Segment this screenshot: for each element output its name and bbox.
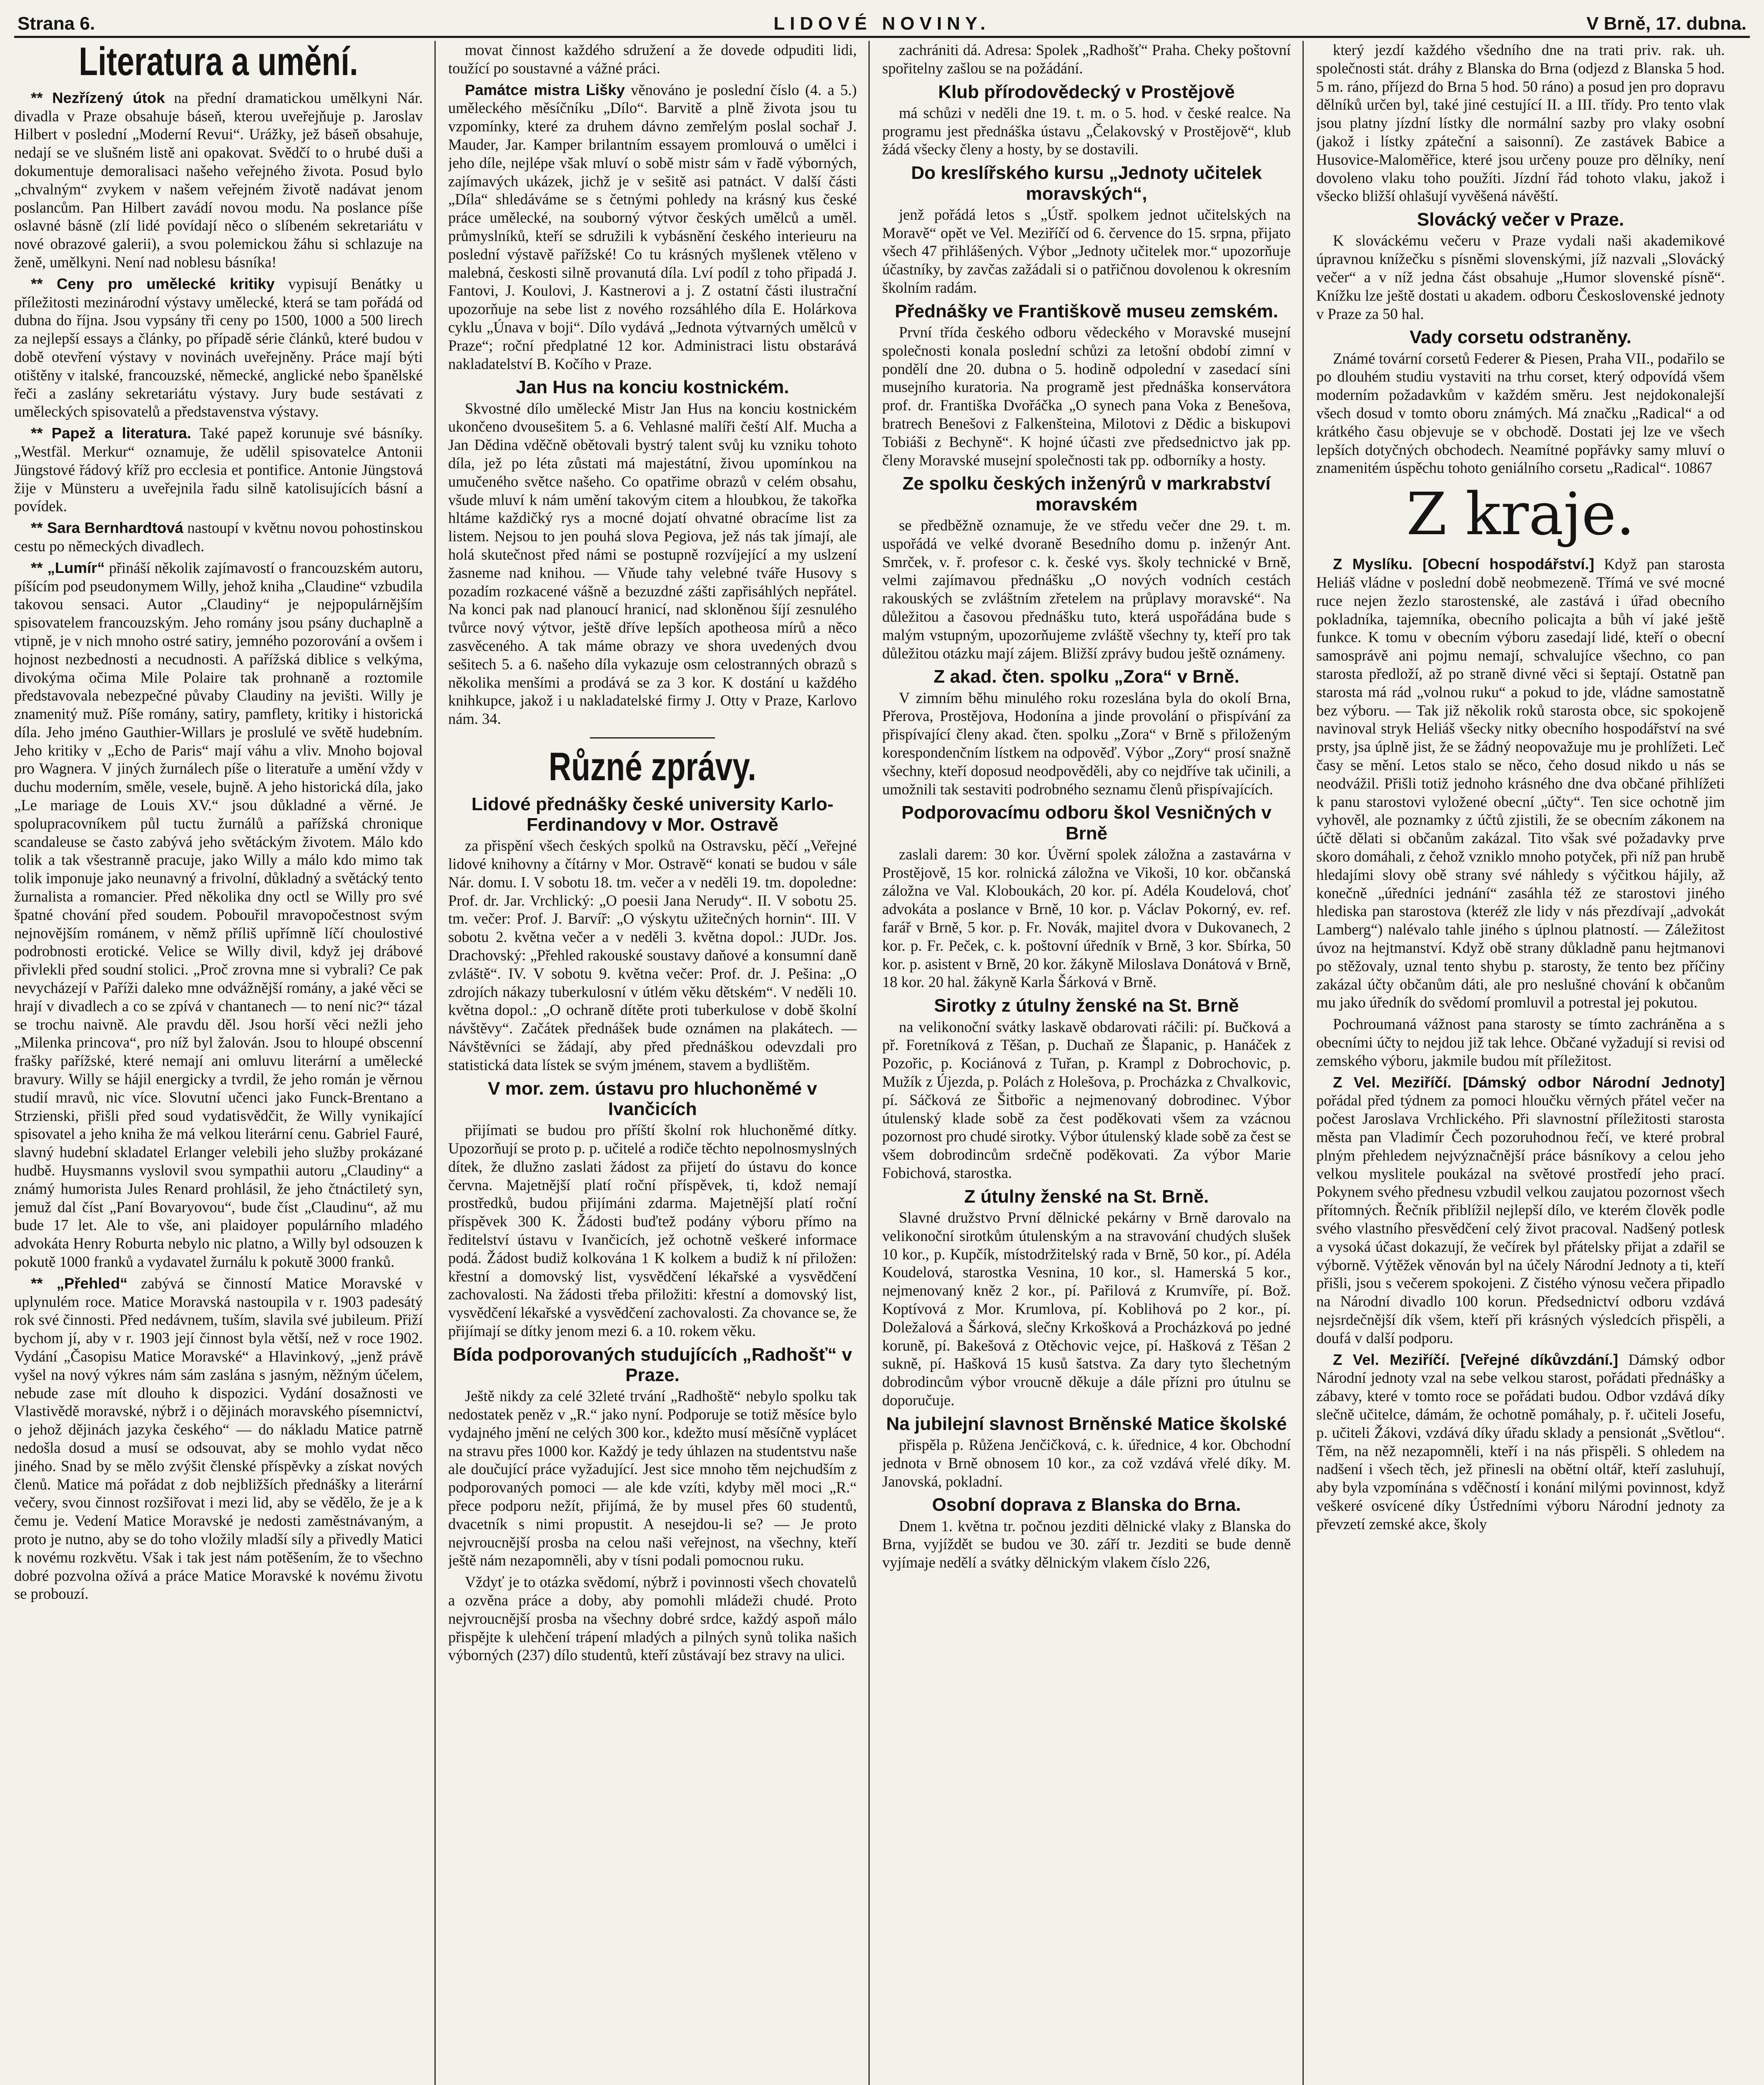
article-heading: Na jubilejní slavnost Brněnské Matice školské [886,1413,1287,1434]
article-text: Dámský odbor Národní jednoty vzal na sebe velkou starost, pořádati přednášky a zábavy, které v tomto roce se pořádati budou. Odbor vzdává díky slečně učitelce, dámám, že ochotně pomáhaly, p. ř. učiteli Josefu, p. učiteli Žákovi, vzdává díky úřadu sklady a pensionát „Světlou“. Těm, na něž nezapomněli, kteří i na nás přispěli. S ohledem na nadšení i všech těch, jež přinesli na obětní oltář, kteří zasluhují, aby byla vzpomínána s vděčností i konání milými povinnost, když veškeré osvícené díky Ústředními výboru Národní jednoty za převzetí zemské akce, školy [1316,1351,1725,1532]
article-paragraph [14,1274,423,1603]
article-heading: Přednášky ve Františkově museu zemském. [895,301,1278,322]
article-paragraph [448,1573,857,1664]
article-text: Známé tovární corsetů Federer & Piesen, Praha VII., podařilo se po dlouhém studiu vystaviti na trhu corset, který odpovídá všem moderním požadavkům v každém směru. Jest nejdokonalejší všech dosud v tomto oboru známých. Má značku „Radical“ a od krátkého času objevuje se v obchodě. Dostati jej lze ve všech lepších dotyčných obchodech. Neamítné popřávky samy mluví o znamenitém úspěchu tohoto geniálního corsetu „Radical“. 10867 [1316,349,1725,477]
section-title: Literatura a umění. [79,41,358,84]
article-text: Také papež korunuje své básníky. „Westfäl. Merkur“ oznamuje, že udělil spisovatelce Antonii Jüngstové řádový kříž pro ecclesia et pontifice. Antonie Jüngstová žije v Münsteru a uveřejnila řadu silně katolisujících básní a povídek. [14,425,423,515]
article-text: přináší několik zajímavostí o francouzském autoru, píšícím pod pseudonymem Willy, jehož kniha „Claudine“ vzbudila takovou sensaci. Autor „Claudiny“ je nejpopulárnějším spisovatelem francouzským. Jeho romány jsou psány duchaplně a vtipně, je v nich mnoho ostré satiry, jemného pozorování a ovšem i hojnost nezbednosti a necudnosti. A pařížská diblice s velkýma, divokýma očima Mile Polaire tak prohnaně a roztomile představovala nebezpečné půvaby Claudiny na jevišti. Willy je znamenitý muž. Píše romány, satiry, pamflety, kritiky i historická díla. Jeho jméno Gauthier-Willars je proslulé ve světě hudebním. Jeho kritiky v „Echo de Paris“ mají váhu a vliv. Mnoho bojoval pro Wagnera. V jiných žurnálech píše o literatuře a umění vždy v duchu moderním, směle, vesele, bujně. A jeho historická díla, jako „Le mariage de Louis XV.“ jsou důkladné a věrné. Je spolupracovníkem půl tuctu žurnálů a pařížská chronique scandaleuse se často zabývá jeho světáckým životem. Málo kdo tolik a tak všestranně pracuje, jako Willy a málo kdo mimo tak tolik imponuje jako neunavný a frivolní, důkladný a světácký tento žurnalista a romancier. Před několika dny octl se Willy pro své špatné chování před soudem. Pobouřil mravopočestnost svým nejnovějším románem, v němž příliš upřímně líčí choulostivé podrobnosti erotické. Velice se Willy divil, když jej drábové přivlekli před soudní stolici. „Proč zrovna mne si vybrali? Ce pak nevycházejí v Paříži daleko mne odvážnější romány, a jaké věci se hrají v divadlech a co se zpívá v chantanech — to není nic?“ tázal se trochu naivně. Ale pravdu děl. Jsou horší věci nežli jeho „Milenka princova“, pro níž byl žalován. Jsou to hloupé obscenní frašky pařížské, které nemají ani omluvu literární a umělecké bravury. Willy se hájil energicky a tvrdil, že jeho román je věrnou studií mravů, nic více. Slovutní učenci jako Funck-Brentano a Strzienski, přišli před soud vydatisvědčit, že Willy vynikající spisovatel a jeho kniha že má velkou literární cenu. Gabriel Fauré, slavný hudební skladatel Erlanger velebili jeho služby prokázané hudbě. Huysmanns vyslovil svou sympathii autoru „Claudiny“ a známý humorista Jules Renard prohlásil, že jeho čtnáctiletý syn, jemuž dal číst „Paní Bovaryovou“, bude číst „Claudinu“, až mu bude 17 let. Ale to vše, ani plaidoyer populárního mladého advokáta Henry Roburta nebylo nic platno, a Willy byl odsouzen k pokutě 1000 franků a vydavatel žurnálu k pokutě 3000 franků. [14,559,423,1270]
article [882,1436,1291,1490]
article-heading: Podporovacímu odboru škol Vesničných v Brně [901,802,1272,844]
article-text: movat činnost každého sdružení a že dovede odpuditi lidi, toužící po soustavné a vážné práci. [448,41,857,77]
article-heading: Slovácký večer v Praze. [1417,209,1624,230]
article-lead: ** „Lumír“ [31,559,105,576]
article-lead: ** Papež a literatura. [31,425,191,442]
article [882,323,1291,469]
column-rule [434,41,436,2085]
section-title: Různé zprávy. [549,744,756,789]
article-text: který jezdí každého všedního dne na trati priv. rak. uh. společnosti stát. dráhy z Blanska do Brna (odjezd z Blanska 5 hod. 5 m. ráno, příjezd do Brna 5 hod. 50 ráno) a posud jen pro dopravu dělníků určen byl, také jiné cestující II. a III. třídy. Pro tento vlak jsou platny jízdní lístky dle normální sazby pro vlaky osobní (jakož i lístky zpáteční a saisonní). Ze zastávek Babice a Husovice-Maloměřice, které jsou určeny pouze pro dělníky, není dovoleno vlaku toho použíti. Jízdní řád tohoto vlaku, jakož i všecko bližší ohlašují vyvěšená návěští. [1316,41,1725,205]
article [448,1573,857,1664]
article-lead: Z Vel. Meziříčí. [Dámský odbor Národní Jednoty] [1333,1073,1725,1091]
masthead-title: LIDOVÉ NOVINY. [773,13,991,34]
article-text: Dnem 1. května tr. počnou jezditi dělnické vlaky z Blanska do Brna, vyjíždět se budou ve 30. září tr. Jezditi se bude denně vyjímaje nedělí a svátky dělnickým vlakem číslo 226, [882,1517,1291,1571]
article-text: Skvostné dílo umělecké Mistr Jan Hus na konciu kostnickém ukončeno dvousešitem 5. a 6. Vehlasné malíři čeští Alf. Mucha a Jan Dědina vděčně obětovali bystrý talent svůj ku vzniku tohoto díla, jež po léta zůstati má majestátní, živou upomínkou na umučeného světce našeho. Co opatřime obrazů v celém obsahu, všude mluví k nám umění takovým citem a hloubkou, že takořka hltáme každičký rys a mocné dojatí ohvatné obracíme list za listem. Nejsou to jen pouhá slova Pegiova, jež nás tak jímají, ale holá skutečnost před námi se postupně rozvíjející a my uslzení žasneme nad knihou. — Vňude tahy velebné tváře Husovy s pozadím rozkacené vášně a bezuzdné zášti zapřisáhlých nepřátel. Na konci pak nad planoucí hranicí, nad skloněnou šíjí zesnulého tvůrce nový výtvor, ještě dříve lepších apotheosa mírů a něco zasvěceného. A tak máme obrazy ve shora uvedených dvou sešitech 5. a 6. našeho díla vykazuje osm celostranných obrazů s několika menšími a prodává se za 3 kor. K dostání u každého knihkupce, jakož i u nakladatelské firmy J. Otty v Praze, Karlovo nám. 34. [448,399,857,728]
article-text: zachrániti dá. Adresa: Spolek „Radhošť“ Praha. Cheky poštovní spořitelny zašlou se na požádání. [882,41,1291,77]
article-paragraph [1316,41,1725,205]
article [882,689,1291,799]
article [14,519,423,555]
article-paragraph [882,323,1291,469]
article [14,424,423,515]
article-paragraph [14,89,423,271]
article-heading: Klub přírodovědecký v Prostějově [938,81,1235,102]
article-paragraph [882,1208,1291,1409]
article [882,104,1291,158]
article [14,89,423,271]
article [14,1274,423,1603]
article-heading: Ze spolku českých inženýrů v markrabství moravském [902,473,1271,515]
article [882,1517,1291,1572]
section-divider [590,737,715,739]
article-heading: V mor. zem. ústavu pro hluchoněmé v Ivančicích [488,1078,817,1119]
column-3 [882,41,1291,2085]
article-text: věnováno je poslední číslo (4. a 5.) uměleckého měsíčníku „Dílo“. Barvitě a plně života jsou tu vzpomínky, které za druhem dávno zemřelým poslal sochař J. Mauder, Jar. Kamper brilantním essayem promlouvá o umělci i jeho díle, nejlépe však mluví o sobě mistr sám v řadě výborných, zajímavých ukázek, jichž je v sešitě asi patnáct. V další části „Díla“ shledáváme se s četnými pohledy na krásný kus české práce umělecké, na souborný výtvor českých umělců a uměl. průmyslníků, kteří se sdružili k vybásnění českého interieuru na poslední výstavě pařížské! Co tu krásných myšlenek vtěleno v malebná, českosti silně provanutá díla. Lví podíl z toho připadá J. Fantovi, J. Koulovi, J. Kastnerovi a j. Z ostatní části ilustrační upozorňuje na sebe list z nového rozsáhlého díla E. Holárkova cyklu „Únava v boji“. Dílo vydává „Jednota výtvarných umělců v Praze“; roční předplatné 12 kor. Administraci listu obstarává nakladatelství B. Kočího v Praze. [448,81,857,372]
article-paragraph [448,1387,857,1570]
article-paragraph [14,559,423,1271]
article-text: zabývá se činností Matice Moravské v uplynulém roce. Matice Moravská nastoupila v r. 1903 padesátý rok své činnosti. Před nedávnem, tuším, slavila své jubileum. Přiží bychom jí, aby v r. 1903 její činnost byla větší, než v roce 1902. Vydání „Časopisu Matice Moravské“ a Hlavinkový, „jenž právě vyšel na nový výkres nám sám zaslána s jasným, něžným účelem, nebude zase mít dlouho k dispozici. Vydání dosažnosti ve Vlastivědě moravské, nýbrž i o dějinách moravského písemnictví, o jehož dějinách jazyka českého“ — do nákladu Matice patrně nedošla dosud a musí se odsouvat, aby se mohlo vydat něco jiného. Snad by se mělo zvýšit členské příspěvky a získat nových členů. Matice má pořádat z dob nejbližších přednášky a literární večery, svou činnost rozšiřovat i mezi lid, aby se vědělo, že je a k čemu je. Vedení Matice Moravské je nedosti zaměstnávaným, a proto je nutno, aby se do toho vložily mladší síly a přivedly Matici k novému rozkvětu. Však i tak jest nám potěšením, že to všechno dobré pozvolna ožívá a práce Matice Moravské k novému životu se probouzí. [14,1274,423,1603]
article-text: První třída českého odboru vědeckého v Moravské musejní společnosti konala poslední schůzi za letošní období zimní v pondělí dne 20. dubna o 5. hodině odpolední v zasedací síni musejního kuratoria. Na programě jest přednáška konservátora prof. dr. Františka Dvořáčka „O synech pana Voka z Benešova, bratrech Benešovi z Falkenšteina, Milotovi z Dědic a biskupovi Tobiáši z Bechyně“. K hojné účasti zve předsednictvo jak pp. členy Moravské musejní společnosti tak pp. odborníky a hosty. [882,324,1291,469]
article [882,41,1291,78]
article-paragraph [448,399,857,728]
article-paragraph [882,689,1291,799]
column-rule [868,41,870,2085]
article-lead: Z Myslíku. [Obecní hospodářství.] [1333,555,1594,573]
article-heading: Vady corsetu odstraněny. [1409,327,1632,348]
article [882,516,1291,662]
column-rule [1302,41,1304,2085]
article [14,559,423,1271]
article-paragraph [448,1121,857,1340]
article-paragraph [14,424,423,515]
article [1316,349,1725,477]
article-text: pořádal před týdnem za pomoci hloučku věrných přátel večer na počest Jaroslava Vrchlického. Při slavnostní příležitosti starosta města pan Vladimír Čech pozoruhodnou řečí, ve které probral plným přehledem nejvýznačnější práce básníkovy a celou jeho velkou myslitele poukázal na světové prostředí jeho prací. Pokynem svého přednesu vzbudil velkou zaujatou pozornost všech přítomných. Řečník přiblížil nejlepší dílo, ve kterém člověk podle svého vlastního přesvědčení celý život pracoval. Nadšený potlesk a vysoká účast dokazují, že večírek byl přátelsky přijat a zdařil se výborně. Výtěžek věnován byl na účely Národní Jednoty a ti, kteří přišli, jsou s večerem spokojeni. Z čistého výnosu večera připadlo na Národní divadlo 100 korun. Předsednictví odboru vzdává nejsrdečnější dík všem, kteří při krásných výsledcích přispěli, a doufá v další podporu. [1316,1092,1725,1346]
article-paragraph [882,1436,1291,1490]
article-text: Slavné družstvo První dělnické pekárny v Brně darovalo na velikonoční sirotkům útulenským a na stravování chudých slušek 10 kor., p. Kupčík, místodržitelský rada v Brně, 50 kor., pí. Adéla Koudelová, starostka Vesnina, 10 kor., sl. Hamerská 5 kor., nejmenovaný kněz 2 kor., pí. Pařilová z Krumvíře, pí. Bož. Koptívová z Mor. Krumlova, pí. Koblihová po 2 kor., pí. Doležalová a Šárková, slečny Krkošková a Procházková po jedné koruně, pí. Bakešová z Otěchovic vejce, pí. Hašková z Těšan 2 sukně, pí. Hašková 15 kusů šatstva. Za dary tyto šlechetným dobrodincům výbor vroucně děkuje a dále přízni pro útulnu se doporučuje. [882,1208,1291,1409]
article-paragraph [882,206,1291,297]
article [1316,1351,1725,1533]
article-text: jenž pořádá letos s „Ústř. spolkem jednot učitelských na Moravě“ opět ve Vel. Meziříčí od 6. července do 15. srpna, přijato všech 47 přihlášených. Výbor „Jednoty učitelek mor.“ upozorňuje účastníky, by zavčas zažádali si o patřičnou dovolenou k okresním školním radám. [882,206,1291,296]
article-paragraph [882,104,1291,158]
article-text: na přední dramatickou umělkyni Nár. divadla v Praze obsahuje báseň, kterou uveřejňuje p. Jaroslav Hilbert v poslední „Moderní Revui“. Urážky, jež báseň obsahuje, nedají se ve slušném listě ani opakovat. Svědčí to o hrubé duši a dokumentuje demoralisaci našeho veřejného života. Posud bylo „chvalným“ zvykem v našem veřejném životě nadávat jenom poslancům. Pan Hilbert zavádí novou modu. Na poslance píše oslavné básně (zlí lidé povídají něco o slíbeném sekretariátu v nové obrazové galerii), a svou polemickou žáhu si schlazuje na ženě, umělkyni. Není nad noblesu básníka! [14,89,423,271]
article [448,1387,857,1570]
article-heading: Lidové přednášky české university Karlo-Ferdinandovy v Mor. Ostravě [471,794,834,835]
article-paragraph [448,41,857,78]
article [448,399,857,728]
article-paragraph [14,275,423,421]
section-title: Z kraje. [1406,480,1635,549]
article-paragraph [1316,231,1725,323]
article-text: Když pan starosta Heliáš vládne v poslední době neobmezeně. Třímá ve své mocné ruce nejen žezlo starostenské, ale zastává i úřad obecního pokladníka, tajemníka, obecního policajta a bůh ví jaké ještě funkce. K tomu v obecním výboru zasedají lidé, kteří o obecní samosprávě ani pojmu nemají, schvalujíce všechno, co pan starosta předloží, až po straně divné věci si šeptají. Ostatně pan starosta má rád „volnou ruku“ a pokud to jde, vládne samostatně bez výboru. — Tak již několik roků starosta obce, sic spokojeně navinoval stryk Heliáš všecky nitky obecního hospodářství na své prsty, jsa úplně jist, že se žádný neopovažuje mu je prohlížeti. Leč časy se mění. Letos stalo se něco, čeho dosud nikdo u nás se neodvážil. Přišli totiž jednoho krásného dne dva občané přihlížeti k panu starostovi vyložené obecní „účty“. Ten sice ochotně jim vyhověl, ale poznamky z účtů zjistili, že se obecním zákonem na účtě dělati si občanům zakázal. Tito však své požadavky prve skoro domáhali, z čehož vzniklo mnoho potyček, při níž pan hrubě hledajími slovy obě strany své náhledy s výčitkou hájily, až konečně „úředníci jednání“ zasáhla též ze starostovi jiného hlediska pan starostova (kteréž zle lidy v nás přezdívají „advokát Lamberg“) nalévalo tahle jiného s úplnou platností. — Záležitost úvoz na hejtmanství. Když obě strany důkladně panu hejtmanovi po stěžovaly, uznal tento shybu p. starosty, že tento bez příčiny zakázal účty občanům dáti, ale pro neslušné chování k občanům mu jako úředník do svědomí promluvil a potrestal jej pokutou. [1316,555,1725,1011]
article [1316,555,1725,1012]
article [448,41,857,78]
article-text: má schůzi v neděli dne 19. t. m. o 5. hod. v české realce. Na programu jest přednáška ústavu „Čelakovský v Prostějově“, klub žádá všecky členy a hosty, by se dostavili. [882,104,1291,158]
article-text: se předběžně oznamuje, že ve středu večer dne 29. t. m. uspořádá ve velké dvoraně Besedního domu p. inženýr Ant. Smrček, v. ř. profesor c. k. české vys. školy technické v Brně, velmi zajímavou přednášku „O nových vodních cestách rakouských se zvláštním zřetelem na průplavy moravské“. Na důležitou a časovou přednášku tuto, která uspořádána bude s malým vstupným, upozorňujeme zvláště všechny ty, kteří pro tak důležitou otázku mají zájem. Bližší zprávy budou ještě oznámeny. [882,516,1291,662]
article [1316,1015,1725,1070]
article-paragraph [14,519,423,555]
article [14,275,423,421]
page-header [14,12,1750,38]
article-text: na velikonoční svátky laskavě obdarovati ráčili: pí. Bučková a př. Foretníková z Těšan, p. Duchaň ze Šlapanic, p. Hanáček z Pozořic, p. Kociánová z Tuřan, p. Krampl z Dobrochovic, p. Mužík z Újezda, p. Polách z Holešova, p. Procházka z Chvalkovic, pí. Sáčková ze Šitbořic a nejmenovaný dobrodinec. Výbor útulenský klade sobě za čest poděkovati všem za vzácnou pozornost pro chudé sirotky. Výbor útulenský klade sobě za čest se všem dobrodincům srdečně poděkovati. Za výbor Marie Fobichová, starostka. [882,1018,1291,1181]
article-heading: Bída podporovaných studujících „Radhošť“ v Praze. [453,1344,852,1385]
article-lead: ** Sara Bernhardtová [31,519,183,537]
article-lead: Z Vel. Meziříčí. [Veřejné díkůvzdání.] [1333,1351,1618,1368]
article-heading: Osobní doprava z Blanska do Brna. [932,1495,1241,1515]
article [448,837,857,1074]
article [882,1208,1291,1409]
article-text: K slováckému večeru v Praze vydali naši akademikové úpravnou knížečku s písněmi slovenskými, jíž nazvali „Slovácký večer“ a v níž jedna část obsahuje „Humor slovenské písně“. Knížku lze ještě dostati u akadem. odboru Československé jednoty v Praze za 50 hal. [1316,232,1725,322]
article-paragraph [882,845,1291,991]
article [1316,41,1725,205]
column-4 [1316,41,1725,2085]
article-text: zaslali darem: 30 kor. Úvěrní spolek záložna a zastavárna v Prostějově, 15 kor. rolnická záložna ve Vikoši, 10 kor. občanská záložna ve Val. Kloboukách, 20 kor. pí. Adéla Koudelová, choť advokáta a poslance v Brně, 10 kor. p. Václav Pokorný, ev. ref. farář v Brně, 5 kor. p. Fr. Novák, majitel dvora v Dukovanech, 2 kor. p. Fr. Peček, c. k. poštovní úředník v Brně, 3 kor. Sbírka, 50 kor. p. asistent v Brně, 20 kor. žákyně Miloslava Donátová v Brně, 18 kor. 20 hal. žákyně Karla Šárková v Brně. [882,845,1291,991]
article-heading: Do kreslířského kursu „Jednoty učitelek moravských“, [911,163,1262,204]
article-text: za přispění všech českých spolků na Ostravsku, pěčí „Veřejné lidové knihovny a čítárny v Mor. Ostravě“ konati se budou v sále Nár. domu. I. V sobotu 18. tm. večer a v neděli 19. tm. dopoledne: Prof. dr. Jar. Vrchlický: „O poesii Jana Nerudy“. II. V sobotu 25. tm. večer: Prof. J. Barvíř: „O výskytu užitečných hornin“. III. V sobotu 2. května večer a v neděli 3. května dopol.: JUDr. Jos. Drachovský: „Přehled rakouské soustavy daňové a konsumní daně zvláště“. IV. V sobotu 9. května večer: Prof. dr. J. Pešina: „O zdrojích nákazy tuberkulosní v útlém věku dětském“. V neděli 10. května dopol.: „O ochraně dítěte proti tuberkulose v době školní návštěvy“. Začátek přednášek bude oznámen na plakátech. — Návštěvníci se žádají, aby před přednáškou odevzdali pro statistická data lístek se svým jménem, stavem a bydlištěm. [448,837,857,1073]
article-paragraph [882,1517,1291,1572]
article-text: vypisují Benátky u příležitosti mezinárodní výstavy umělecké, která se tam pořádá od dubna do října. Jsou vypsány tři ceny po 1500, 1000 a 500 lirech za nejlepší essays a články, po případě série článků, které budou v době otevření výstavy v novinách uveřejněny. Práce mají býti otištěny v italské, francouzské, německé, anglické nebo španělské řeči a zaslány sekretariátu výstavy. Jury bude sestávati z uměleckých spisovatelů a představenstva výstavy. [14,275,423,420]
article [882,845,1291,991]
article-paragraph [1316,1015,1725,1070]
issue-date: V Brně, 17. dubna. [1586,13,1746,34]
article-paragraph [1316,349,1725,477]
article-heading: Sirotky z útulny ženské na St. Brně [934,995,1239,1016]
article-heading: Z útulny ženské na St. Brně. [964,1186,1209,1207]
article [448,1121,857,1340]
article-paragraph [448,837,857,1074]
page-number: Strana 6. [18,13,95,34]
article-lead: ** „Přehled“ [31,1274,128,1292]
article-text: Ještě nikdy za celé 32leté trvání „Radhoště“ nebylo spolku tak nedostatek peněz v „R.“ jako nyní. Podporuje se totiž měsíce bylo vydajného jmění ne celých 300 kor., kdežto musí měsíčně vyplácet na stravu přes 1000 kor. Každý je tedy úhlazen na studentstvu naše ale doučující práce vyžadující. Jest sice mnoho těm nejchudším z podporovaných pomoci — ale kde vzíti, kdyby měl moci „R.“ přece podporu nežít, přijímá, že by musel přes 60 studentů, dvacetník s nimi propustit. A nesejdou-li se? — Je proto nejvroucnější prosba na celou naši veřejnost, na všechny, kteří ještě nám nezapomněli, aby v tísni podali pomocnou ruku. [448,1387,857,1569]
article-heading: Z akad. čten. spolku „Zora“ v Brně. [933,666,1240,687]
article-text: V zimním běhu minulého roku rozeslána byla do okolí Brna, Přerova, Prostějova, Hodonína a jinde provolání o přispívání za přispívající členy akad. čten. spolku „Zora“ v Brně s přiloženým korespondenčním lístkem na odpověď. Výbor „Zory“ prosí snažně všechny, kteří doposud neodpověděli, aby co nejdříve tak učinili, a umožnili tak sestaviti podrobného seznamu členů přispívajících. [882,689,1291,798]
article-lead: Památce mistra Lišky [465,81,625,98]
article [1316,231,1725,323]
article-text: nastoupí v květnu novou pohostinskou cestu po německých divadlech. [14,519,423,555]
article [882,206,1291,297]
article-paragraph [882,1018,1291,1182]
column-1 [14,41,423,2085]
article [448,81,857,373]
article-text: Pochroumaná vážnost pana starosty se tímto zachráněna a s obecními účty to nejdou již tak lehce. Občané vyžadují si revisi od zemského výboru, jakmile budou mít příležitost. [1316,1015,1725,1069]
article-text: Vždyť je to otázka svědomí, nýbrž i povinnosti všech chovatelů a ozvěna práce a doby, aby pomohli mládeži chudé. Proto nejvroucnější prosba na všechny dobré srdce, každý aspoň málo přispějte k ulehčení trápení mladých a pilných synů tolika našich výborných (237) dílo studentů, kteří zůstávají bez stravy na ulici. [448,1573,857,1664]
article-text: přijímati se budou pro příští školní rok hluchoněmé dítky. Upozorňují se proto p. p. učitelé a rodiče těchto nepolnosmyslných dítek, že dlužno zaslati žádost za přijetí do ústavu do konce června. Majetnější platí roční příspěvek, ti, kdož nemají prostředků, budou přijímáni zdarma. Majetnější platí roční příspěvek 300 K. Žádosti buďtež podány výboru přímo na ředitelství ústavu v Ivančicích, jež ochotně veškeré informace podá. Žádost budiž kolkována 1 K kolkem a budiž k ní přiložen: křestní a domovský list, vysvědčení lékařské a vysvědčení zachovalosti. Na žádosti třeba přiložiti: křestní a domovský list, vysvědčení lékařské a vysvědčení zachovalosti. Za chovance se, že přijímají se dítky jenom mezi 6. a 10. rokem věku. [448,1121,857,1339]
columns [14,41,1750,2085]
article [1316,1073,1725,1347]
article-paragraph [882,41,1291,78]
article-paragraph [1316,1351,1725,1533]
column-2 [448,41,857,2085]
article-paragraph [448,81,857,373]
article-lead: ** Nezřízený útok [31,89,165,106]
article-lead: ** Ceny pro umělecké kritiky [31,275,275,292]
article [882,1018,1291,1182]
article-heading: Jan Hus na konciu kostnickém. [516,377,789,398]
article-paragraph [1316,555,1725,1012]
article-text: přispěla p. Růžena Jenčičková, c. k. úřednice, 4 kor. Obchodní jednota v Brně obnosem 10 kor., za což vzdává vřelé díky. M. Janovská, pokladní. [882,1436,1291,1490]
article-paragraph [1316,1073,1725,1347]
article-paragraph [882,516,1291,662]
